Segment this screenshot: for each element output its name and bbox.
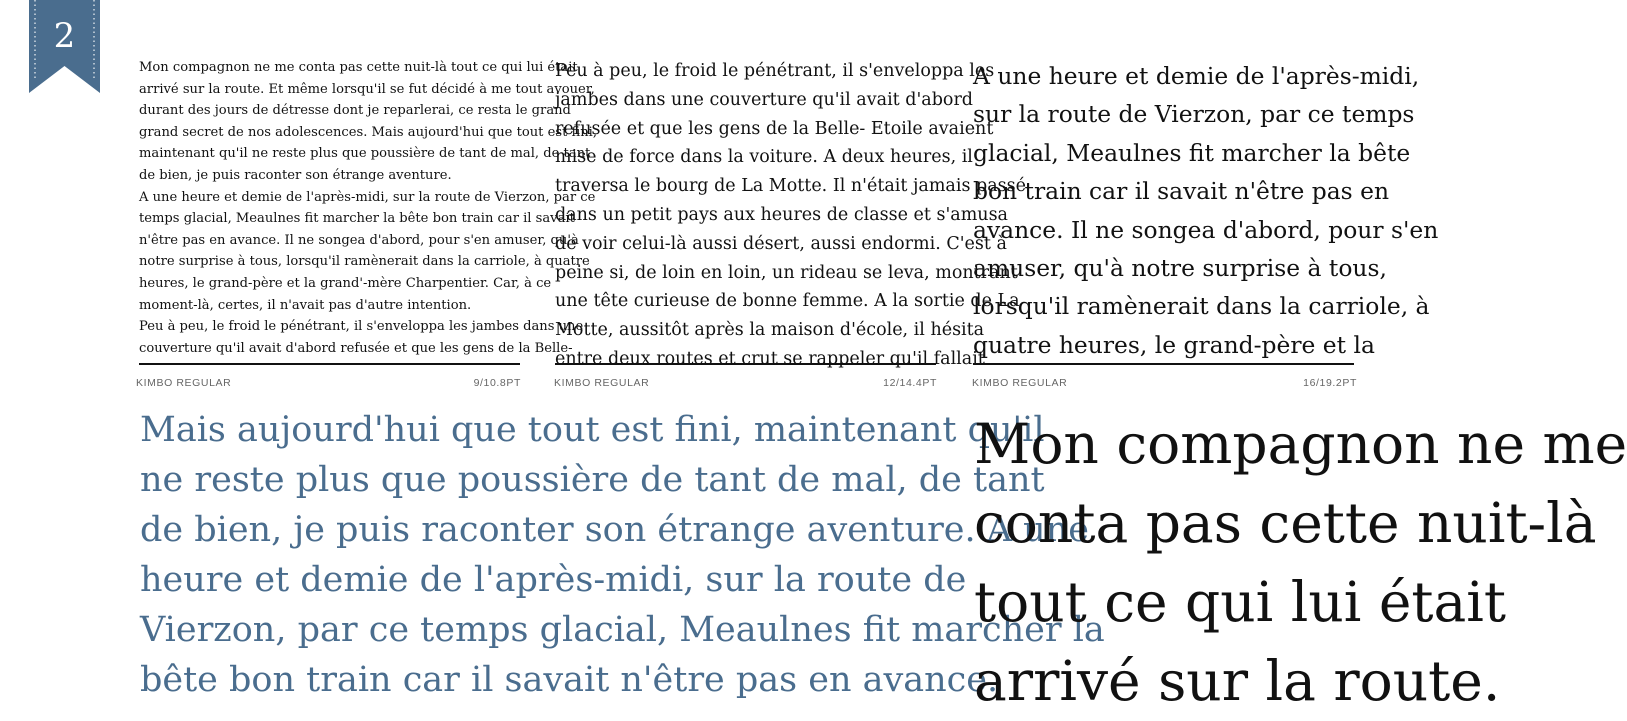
specimen-caption-small — [136, 377, 521, 389]
text-line: sur la route de Vierzon, par ce temps — [973, 100, 1415, 129]
font-name-label: KIMBO REGULAR — [972, 377, 1068, 389]
display-line: de bien, je puis raconter son étrange aventure. A une — [140, 510, 1089, 550]
display-line: Mon compagnon ne me — [974, 412, 1627, 476]
text-line: avance. Il ne songea d'abord, pour s'en — [973, 215, 1439, 244]
font-size-label: 16/19.2PT — [1303, 377, 1357, 389]
text-line: arrivé sur la route. Et même lorsqu'il se fut décidé à me tout avouer, — [139, 81, 595, 97]
font-size-label: 12/14.4PT — [883, 377, 937, 389]
text-line: glacial, Meaulnes fit marcher la bête — [973, 138, 1411, 167]
text-line: refusée et que les gens de la Belle- Etoile avaient — [555, 118, 994, 139]
text-line: n'être pas en avance. Il ne songea d'abord, pour s'en amuser, qu'à — [139, 232, 579, 248]
display-text-black — [974, 405, 1627, 713]
text-line: couverture qu'il avait d'abord refusée et que les gens de la Belle- — [139, 340, 573, 356]
text-line: A une heure et demie de l'après-midi, — [973, 62, 1420, 90]
display-line: heure et demie de l'après-midi, sur la route de — [140, 560, 967, 600]
text-line: dans un petit pays aux heures de classe et s'amusa — [555, 204, 1008, 225]
specimen-text-large — [973, 57, 1439, 365]
text-line: moment-là, certes, il n'avait pas d'autre intention. — [139, 297, 472, 313]
text-line: quatre heures, le grand-père et la — [973, 330, 1375, 359]
text-line: temps glacial, Meaulnes fit marcher la bête bon train car il savait — [139, 211, 575, 227]
display-line: Mais aujourd'hui que tout est fini, maintenant qu'il — [140, 410, 1045, 450]
display-line: Vierzon, par ce temps glacial, Meaulnes fit marcher la — [140, 610, 1105, 650]
page-number: 2 — [53, 16, 76, 56]
specimen-text-medium — [555, 57, 1026, 369]
text-line: durant des jours de détresse dont je reparlerai, ce resta le grand — [139, 103, 571, 119]
font-name-label: KIMBO REGULAR — [554, 377, 650, 389]
display-text-blue — [140, 405, 1105, 700]
text-line: notre surprise à tous, lorsqu'il ramènerait dans la carriole, à quatre — [139, 254, 590, 270]
text-line: entre deux routes et crut se rappeler qu'il fallait — [555, 348, 985, 369]
font-name-label: KIMBO REGULAR — [136, 377, 232, 389]
text-line: de voir celui-là aussi désert, aussi endormi. C'est à — [555, 233, 1007, 254]
text-line: maintenant qu'il ne reste plus que poussière de tant de mal, de tant — [139, 146, 591, 162]
specimen-caption-large — [972, 377, 1357, 389]
page-number-ribbon — [29, 0, 100, 93]
display-line: conta pas cette nuit-là — [974, 491, 1597, 555]
text-line: Peu à peu, le froid le pénétrant, il s'enveloppa les jambes dans une — [139, 319, 584, 335]
font-size-label: 9/10.8PT — [473, 377, 521, 389]
text-line: lorsqu'il ramènerait dans la carriole, à — [973, 292, 1430, 321]
specimen-text-small — [139, 57, 598, 365]
text-line: Motte, aussitôt après la maison d'école, il hésita — [555, 320, 985, 341]
text-line: jambes dans une couverture qu'il avait d'abord — [555, 89, 974, 110]
text-line: une tête curieuse de bonne femme. A la sortie de La — [555, 291, 1020, 312]
display-line: tout ce qui lui était — [974, 570, 1506, 634]
text-line: mise de force dans la voiture. A deux heures, il — [555, 147, 973, 168]
text-line: A une heure et demie de l'après-midi, sur la route de Vierzon, par ce — [139, 189, 596, 205]
text-line: peine si, de loin en loin, un rideau se leva, montrant — [555, 262, 1018, 283]
text-line: traversa le bourg de La Motte. Il n'était jamais passé — [555, 176, 1026, 197]
display-line: bête bon train car il savait n'être pas en avance. — [140, 660, 999, 700]
text-line: amuser, qu'à notre surprise à tous, — [973, 254, 1387, 283]
display-line: ne reste plus que poussière de tant de mal, de tant — [140, 460, 1045, 500]
text-line: grand secret de nos adolescences. Mais aujourd'hui que tout est fini, — [139, 124, 598, 140]
text-line: Peu à peu, le froid le pénétrant, il s'enveloppa les — [555, 61, 995, 81]
text-line: de bien, je puis raconter son étrange aventure. — [139, 167, 452, 183]
text-line: heures, le grand-père et la grand'-mère Charpentier. Car, à ce — [139, 275, 552, 291]
display-line: arrivé sur la route. — [974, 649, 1501, 713]
text-line: Mon compagnon ne me conta pas cette nuit-là tout ce qui lui était — [139, 60, 578, 75]
specimen-caption-medium — [554, 377, 937, 389]
text-line: bon train car il savait n'être pas en — [973, 177, 1390, 206]
